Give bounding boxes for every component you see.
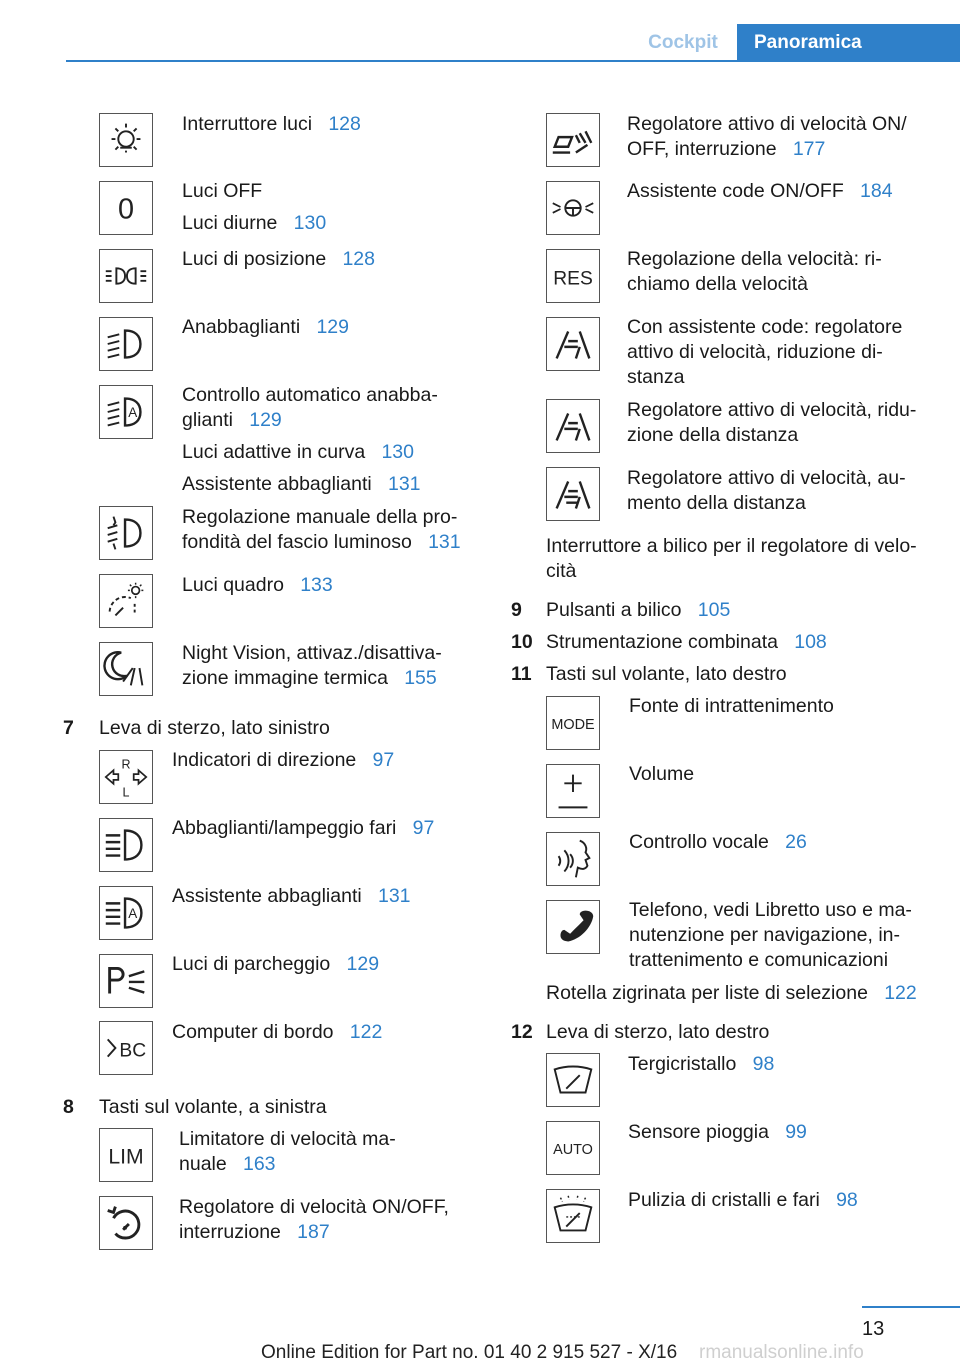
item-riduzione-distanza-2: zione della distanza	[627, 424, 799, 446]
item-limitatore-2: nuale 163	[179, 1153, 276, 1175]
svg-text:A: A	[128, 905, 138, 921]
tab-panoramica[interactable]: Panoramica	[737, 24, 960, 62]
item-regolazione-manuale-2: fondità del fascio luminoso 131	[182, 531, 461, 553]
item-aumento-distanza: Regolatore attivo di velocità, au-	[627, 467, 906, 489]
item-luci-parcheggio: Luci di parcheggio 129	[172, 953, 380, 975]
mode-icon	[546, 696, 600, 750]
item-regolazione-manuale: Regolazione manuale della pro-	[182, 506, 458, 528]
volume-icon	[546, 764, 600, 818]
section-title-11: Tasti sul volante, lato destro	[546, 663, 787, 685]
svg-text:0: 0	[117, 193, 135, 226]
item-fonte-intrattenimento: Fonte di intrattenimento	[629, 695, 834, 717]
distance-reduce-icon	[546, 399, 600, 453]
distance-increase-icon	[546, 467, 600, 521]
svg-text:R: R	[121, 757, 131, 772]
svg-text:AUTO: AUTO	[553, 1141, 593, 1158]
item-riduzione-distanza: Regolatore attivo di velocità, ridu-	[627, 399, 917, 421]
voice-control-icon	[546, 832, 600, 886]
section-number-9: 9	[511, 599, 522, 621]
section-number-12: 12	[511, 1021, 533, 1043]
light-switch-icon	[99, 113, 153, 167]
footer-rule	[862, 1306, 960, 1308]
low-beam-icon	[99, 317, 153, 371]
item-luci-diurne: Luci diurne 130	[182, 212, 327, 234]
item-regolatore-velocita-2: interruzione 187	[179, 1221, 330, 1243]
item-con-assistente: Con assistente code: regolatore	[627, 316, 903, 338]
page-number: 13	[862, 1318, 885, 1340]
edition-text: Online Edition for Part no. 01 40 2 915 527 - X/16	[261, 1342, 678, 1363]
item-aumento-distanza-2: mento della distanza	[627, 492, 806, 514]
rain-sensor-icon	[546, 1121, 600, 1175]
active-cruise-icon	[546, 113, 600, 167]
item-abbaglianti: Abbaglianti/lampeggio fari 97	[172, 817, 435, 839]
washer-icon	[546, 1189, 600, 1243]
instrument-lighting-icon	[99, 574, 153, 628]
svg-text:L: L	[122, 785, 130, 800]
rocker-switch-text: Interruttore a bilico per il regolatore di velo-	[546, 535, 917, 557]
item-regolatore-attivo: Regolatore attivo di velocità ON/	[627, 113, 907, 135]
item-controllo-automatico: Controllo automatico anabba-	[182, 384, 438, 406]
section-title-12: Leva di sterzo, lato destro	[546, 1021, 770, 1043]
high-beam-icon	[99, 818, 153, 872]
item-luci-quadro: Luci quadro 133	[182, 574, 333, 596]
item-pulizia: Pulizia di cristalli e fari 98	[628, 1189, 858, 1211]
item-regolazione-velocita: Regolazione della velocità: ri-	[627, 248, 882, 270]
svg-text:MODE: MODE	[551, 716, 595, 733]
item-tergicristallo: Tergicristallo 98	[628, 1053, 775, 1075]
resume-icon	[546, 249, 600, 303]
item-regolatore-velocita: Regolatore di velocità ON/OFF,	[179, 1196, 449, 1218]
item-night-vision-2: zione immagine termica 155	[182, 667, 437, 689]
wiper-icon	[546, 1053, 600, 1107]
section-title-9: Pulsanti a bilico 105	[546, 599, 731, 621]
item-con-assistente-2: attivo di velocità, riduzione di-	[627, 341, 883, 363]
section-number-8: 8	[63, 1096, 74, 1118]
svg-text:A: A	[128, 404, 138, 420]
item-night-vision: Night Vision, attivaz./disattiva-	[182, 642, 442, 664]
auto-headlight-icon	[99, 385, 153, 439]
item-controllo-automatico-2: glianti 129	[182, 409, 282, 431]
item-assistente-abbaglianti-2: Assistente abbaglianti 131	[172, 885, 411, 907]
item-sensore-pioggia: Sensore pioggia 99	[628, 1121, 807, 1143]
section-title-7: Leva di sterzo, lato sinistro	[99, 717, 330, 739]
tab-cockpit[interactable]: Cockpit	[648, 32, 718, 53]
item-interruttore-luci: Interruttore luci 128	[182, 113, 361, 135]
svg-text:BC: BC	[119, 1040, 147, 1062]
item-telefono-3: trattenimento e comunicazioni	[629, 949, 889, 971]
item-controllo-vocale: Controllo vocale 26	[629, 831, 807, 853]
section-title-10: Strumentazione combinata 108	[546, 631, 827, 653]
item-computer-bordo: Computer di bordo 122	[172, 1021, 383, 1043]
rocker-switch-text-2: cità	[546, 560, 577, 582]
item-limitatore: Limitatore di velocità ma-	[179, 1128, 396, 1150]
item-con-assistente-3: stanza	[627, 366, 685, 388]
turn-signal-icon	[99, 750, 153, 804]
item-regolazione-velocita-2: chiamo della velocità	[627, 273, 809, 295]
item-indicatori-direzione: Indicatori di direzione 97	[172, 749, 395, 771]
night-vision-icon	[99, 642, 153, 696]
traffic-jam-assist-icon	[546, 181, 600, 235]
parking-light-p-icon	[99, 954, 153, 1008]
item-anabbaglianti: Anabbaglianti 129	[182, 316, 349, 338]
high-beam-assist-icon	[99, 886, 153, 940]
item-luci-adattive: Luci adattive in curva 130	[182, 441, 414, 463]
speed-limiter-icon	[99, 1128, 153, 1182]
parking-lights-icon	[99, 249, 153, 303]
item-assistente-abbaglianti: Assistente abbaglianti 131	[182, 473, 421, 495]
item-telefono-2: nutenzione per navigazione, in-	[629, 924, 901, 946]
header-rule	[66, 60, 960, 62]
item-volume: Volume	[629, 763, 695, 785]
lights-off-icon	[99, 181, 153, 235]
section-number-10: 10	[511, 631, 533, 653]
onboard-computer-icon	[99, 1021, 153, 1075]
item-regolatore-attivo-2: OFF, interruzione 177	[627, 138, 826, 160]
svg-text:RES: RES	[553, 268, 593, 290]
thumbwheel-text: Rotella zigrinata per liste di selezione 122	[546, 982, 917, 1004]
item-luci-posizione: Luci di posizione 128	[182, 248, 375, 270]
watermark: rmanualsonline.info	[699, 1342, 864, 1363]
item-telefono: Telefono, vedi Libretto uso e ma-	[629, 899, 912, 921]
svg-text:LIM: LIM	[108, 1145, 144, 1169]
section-number-11: 11	[511, 663, 532, 685]
section-title-8: Tasti sul volante, a sinistra	[99, 1096, 327, 1118]
distance-reduce-assist-icon	[546, 317, 600, 371]
cruise-control-icon	[99, 1196, 153, 1250]
section-number-7: 7	[63, 717, 74, 739]
telephone-icon	[546, 900, 600, 954]
item-luci-off: Luci OFF	[182, 180, 263, 202]
item-assistente-code: Assistente code ON/OFF 184	[627, 180, 893, 202]
headlight-range-icon	[99, 506, 153, 560]
